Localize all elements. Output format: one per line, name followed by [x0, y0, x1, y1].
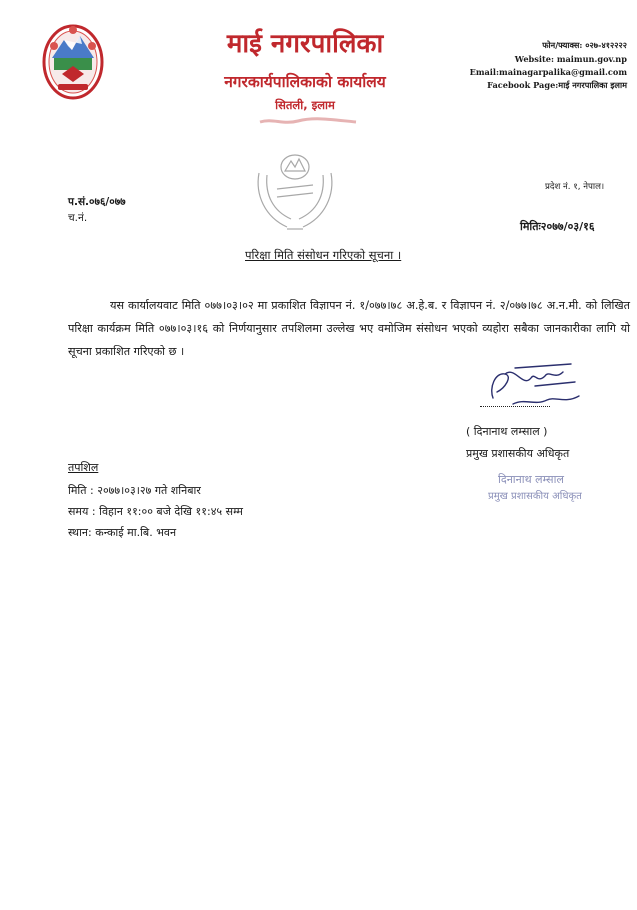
chalani-number: च.नं.: [68, 212, 88, 224]
nepal-emblem-logo: [42, 22, 104, 100]
exam-time-line: समय : विहान ११:०० बजे देखि ११:४५ सम्म: [68, 505, 243, 518]
notice-body: [68, 294, 630, 363]
office-seal-stamp: [247, 145, 343, 237]
signature-line: [480, 406, 550, 407]
notice-body-text: यस कार्यालयवाट मिति ०७७।०३।०२ मा प्रकाशित विज्ञापन नं. १/०७७।७८ अ.हे.ब. र विज्ञापन नं. २/०७७।७८ अ.न.मी. को लिखित परिक्षा कार्यक्रम मिति ०७७।०३।१६ को निर्णयानुसार तपशिलमा उल्लेख भए वमोजिम संसोधन भएको व्यहोरा सबैका जानकारीका लागि यो सूचना प्रकाशित गरिएको छ ।: [68, 299, 630, 358]
details-heading: तपशिल: [68, 461, 99, 474]
exam-date-line: मिति : २०७७।०३।२७ गते शनिबार: [68, 484, 201, 497]
letter-date: मितिः२०७७/०३/१६: [520, 220, 595, 233]
notice-subject: परिक्षा मिति संसोधन गरिएको सूचना ।: [245, 248, 402, 262]
office-name: नगरकार्यपालिकाको कार्यालय: [224, 73, 386, 91]
exam-place-line: स्थान: कन्काई मा.बि. भवन: [68, 526, 177, 539]
patra-sankhya: प.सं.०७६/०७७: [68, 196, 126, 208]
province-label: प्रदेश नं. १, नेपाल।: [545, 182, 605, 192]
office-location: सितली, इलाम: [275, 98, 335, 112]
stamp-name: दिनानाथ लम्साल: [498, 473, 564, 486]
contact-website: Website: maimun.gov.np: [514, 54, 627, 64]
signatory-title: प्रमुख प्रशासकीय अधिकृत: [466, 447, 570, 460]
faded-stamp-mark: [258, 116, 358, 126]
contact-email: Email:mainagarpalika@gmail.com: [469, 67, 627, 77]
contact-phone: फोन/फ्याक्स: ०२७-४१२२२२: [542, 40, 627, 50]
signatory-name: ( दिनानाथ लम्साल ): [466, 425, 548, 438]
stamp-title: प्रमुख प्रशासकीय अधिकृत: [488, 491, 582, 502]
handwritten-signature: [475, 358, 595, 410]
contact-facebook: Facebook Page:माई नगरपालिका इलाम: [487, 80, 627, 90]
organization-name: माई नगरपालिका: [226, 29, 384, 59]
